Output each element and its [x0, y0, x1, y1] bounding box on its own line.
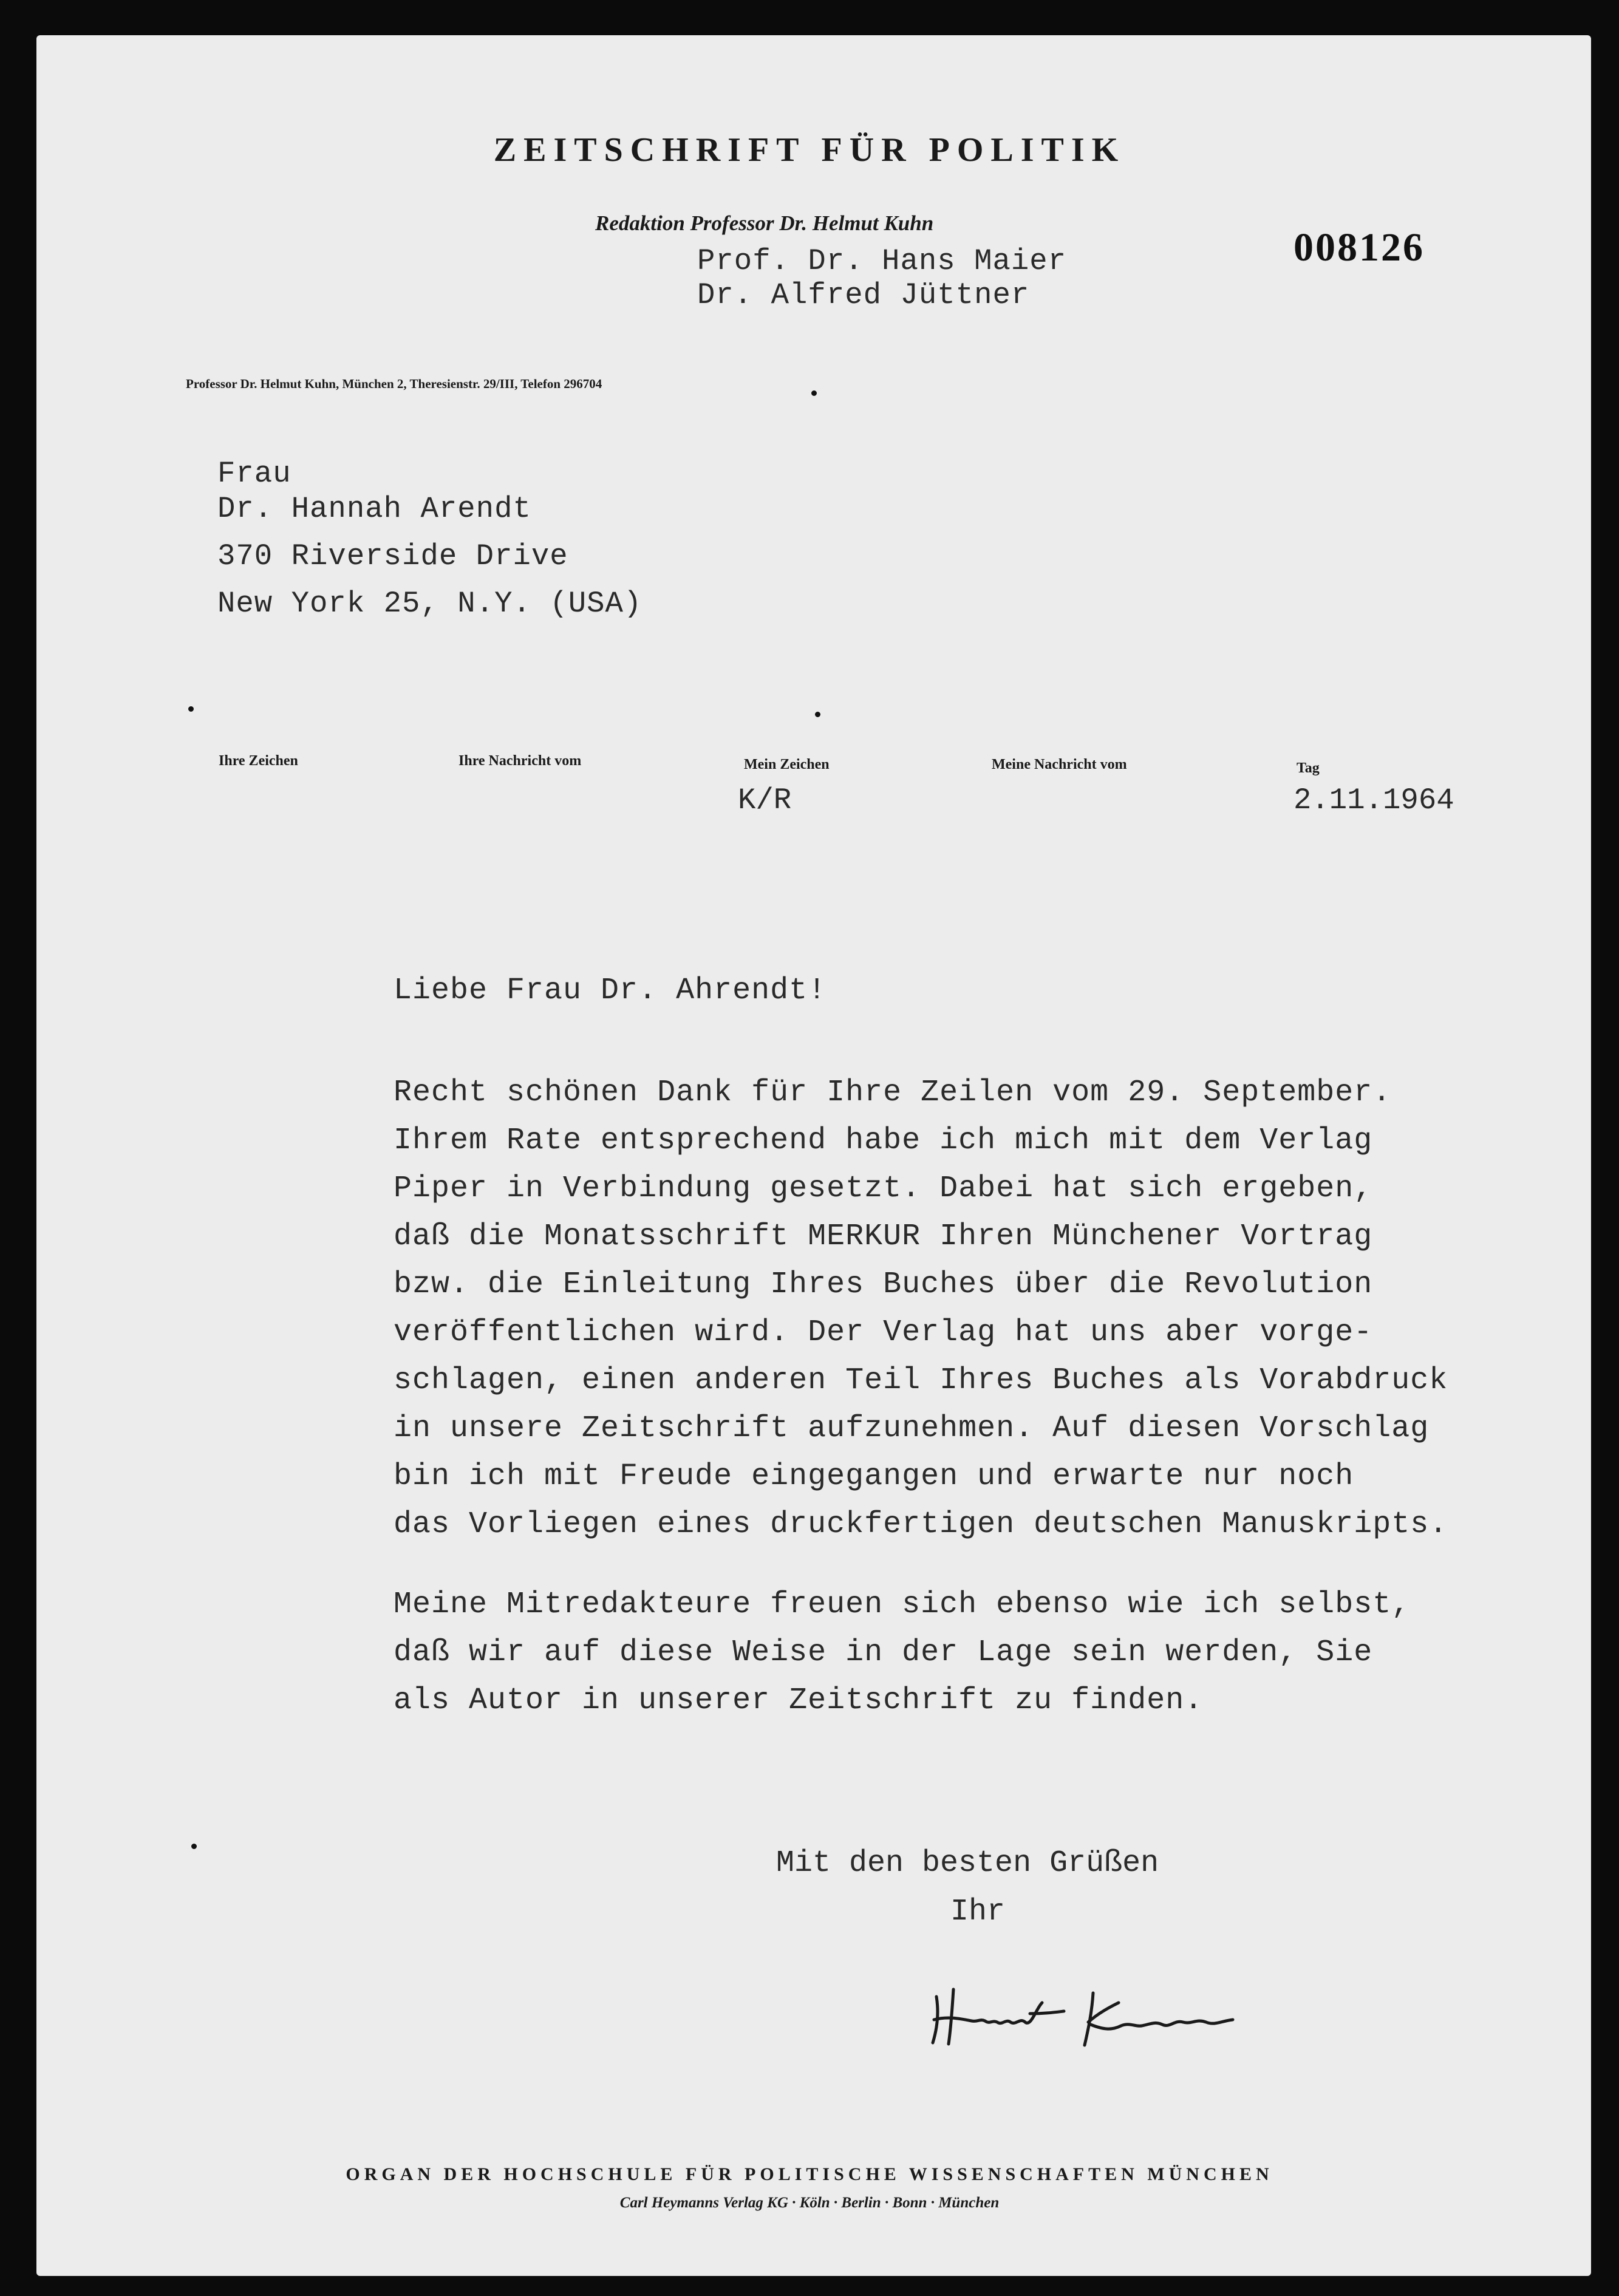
field-label-ihre-nachricht: Ihre Nachricht vom: [458, 753, 582, 769]
editorial-line: Redaktion Professor Dr. Helmut Kuhn: [595, 211, 934, 235]
punch-dot: [811, 390, 817, 396]
letter-salutation: Liebe Frau Dr. Ahrendt!: [394, 973, 827, 1008]
closing-greeting: Mit den besten Grüßen: [776, 1846, 1159, 1881]
punch-dot: [191, 1844, 197, 1849]
recipient-salutation: Frau: [217, 457, 291, 491]
closing-ihr: Ihr: [950, 1895, 1006, 1929]
recipient-city: New York 25, N.Y. (USA): [217, 587, 642, 621]
field-label-ihre-zeichen: Ihre Zeichen: [219, 753, 298, 769]
editor-name: Dr. Alfred Jüttner: [697, 278, 1030, 312]
date-value: 2.11.1964: [1293, 783, 1454, 817]
editor-name: Prof. Dr. Hans Maier: [697, 244, 1067, 278]
punch-dot: [188, 706, 194, 712]
sender-address-line: Professor Dr. Helmut Kuhn, München 2, Theresienstr. 29/III, Telefon 296704: [186, 376, 602, 391]
recipient-name: Dr. Hannah Arendt: [217, 492, 531, 526]
punch-dot: [815, 712, 820, 717]
letter-paragraph: Recht schönen Dank für Ihre Zeilen vom 29. September. Ihrem Rate entsprechend habe ich mich mit dem Verlag Piper in Verbindung gesetzt. Dabei hat sich ergeben, daß die Monatsschrift MERKUR Ihren Münchener Vortrag bzw. die Einleitung Ihres Buches über die Revolution veröffentlichen wird. Der Verlag hat uns aber vorge- schlagen, einen anderen Teil Ihres Buches als Vorabdruck in unsere Zeitschrift aufzunehmen. Auf diesen Vorschlag bin ich mit Freude eingegangen und erwarte nur noch das Vorliegen eines druckfertigen deutschen Manuskripts.: [394, 1075, 1448, 1542]
mein-zeichen-value: K/R: [738, 783, 792, 817]
field-label-meine-nachricht: Meine Nachricht vom: [992, 757, 1127, 772]
handwritten-signature: [929, 1984, 1245, 2051]
journal-title: ZEITSCHRIFT FÜR POLITIK: [493, 131, 1126, 169]
field-label-tag: Tag: [1297, 760, 1320, 776]
archive-stamp: 008126: [1293, 225, 1425, 270]
letter-paragraph: Meine Mitredakteure freuen sich ebenso wie ich selbst, daß wir auf diese Weise in der Lage sein werden, Sie als Autor in unserer Zeitschrift zu finden.: [394, 1587, 1411, 1718]
footer-publisher-line: Carl Heymanns Verlag KG · Köln · Berlin · Bonn · München: [619, 2195, 1000, 2211]
recipient-street: 370 Riverside Drive: [217, 539, 568, 573]
footer-organ-line: ORGAN DER HOCHSCHULE FÜR POLITISCHE WISSENSCHAFTEN MÜNCHEN: [346, 2164, 1273, 2184]
field-label-mein-zeichen: Mein Zeichen: [744, 757, 830, 772]
